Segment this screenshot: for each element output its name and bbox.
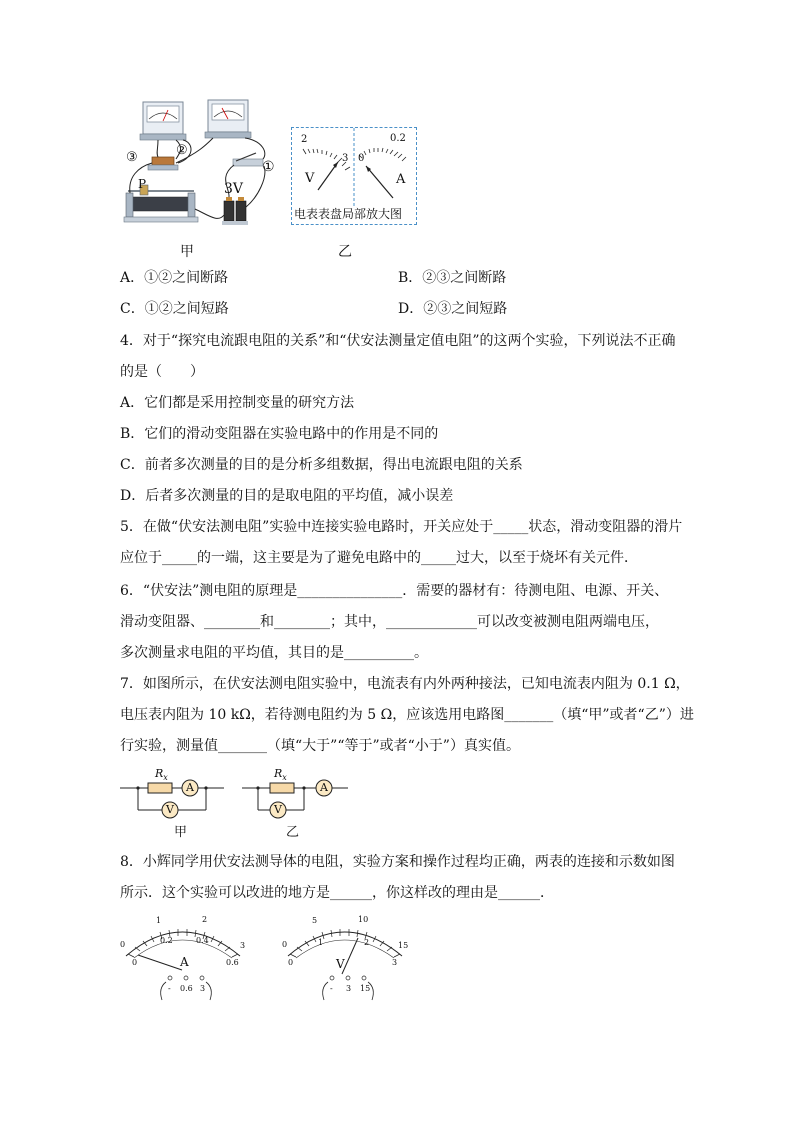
- voltmeter-terminal-minus: -: [330, 984, 333, 993]
- v-tick-3: 3: [342, 153, 349, 164]
- ammeter-letter: A: [180, 955, 189, 969]
- q7-circuit-jia: [118, 764, 228, 840]
- ammeter-inner-tick-0: 0: [132, 958, 138, 967]
- q7-line2: 电压表内阻为 10 kΩ，若待测电阻约为 5 Ω，应该选用电路图_______（填“甲”或者“乙”）进: [120, 707, 694, 723]
- v-tick-2: 2: [301, 134, 308, 145]
- point-label-3: ③: [126, 150, 138, 165]
- ammeter-outer-tick-2: 2: [202, 915, 208, 924]
- zoom-caption: 电表表盘局部放大图: [294, 207, 403, 221]
- ammeter-outer-tick-3: 3: [240, 941, 246, 950]
- circuit-figure-jia: [118, 97, 283, 237]
- voltmeter-outer-tick-15: 15: [398, 941, 409, 950]
- figure-caption-jia: 甲: [180, 244, 194, 260]
- a-tick-0: 0: [358, 153, 365, 164]
- a-tick-0.2: 0.2: [390, 133, 406, 144]
- q3-option-b: B．②③之间断路: [398, 270, 507, 286]
- q7-line1: 7．如图所示，在伏安法测电阻实验中，电流表有内外两种接法，已知电流表内阻为 0.1 Ω，: [120, 676, 690, 692]
- q8-line1: 8．小辉同学用伏安法测导体的电阻，实验方案和操作过程均正确，两表的连接和示数如图: [120, 854, 675, 870]
- q8-line2: 所示．这个实验可以改进的地方是______，你这样改的理由是______．: [120, 885, 554, 901]
- voltage-label: 3V: [224, 181, 244, 197]
- q7-caption-jia: 甲: [174, 825, 188, 840]
- v-letter: V: [305, 171, 315, 186]
- q7-jia-a-letter: A: [186, 781, 194, 794]
- q7-jia-v-letter: V: [166, 803, 174, 816]
- slider-label: P: [138, 177, 147, 191]
- voltmeter-terminal-3: 3: [346, 984, 352, 993]
- q4-option-c: C．前者多次测量的目的是分析多组数据，得出电流跟电阻的关系: [120, 457, 523, 473]
- q5-line1: 5．在做“伏安法测电阻”实验中连接实验电路时，开关应处于_____状态，滑动变阻器的滑片: [120, 519, 683, 535]
- q4-stem-line1: 4．对于“探究电流跟电阻的关系”和“伏安法测量定值电阻”的这两个实验，下列说法不正确: [120, 333, 676, 349]
- voltmeter-outer-tick-0: 0: [282, 940, 288, 949]
- voltmeter-terminal-15: 15: [360, 984, 371, 993]
- ammeter-inner-tick-0.6: 0.6: [226, 958, 239, 967]
- ammeter-terminal-3: 3: [200, 984, 206, 993]
- a-letter: A: [396, 172, 406, 187]
- q3-option-c: C．①②之间短路: [120, 301, 229, 317]
- ammeter-inner-tick-0.4: 0.4: [196, 936, 209, 945]
- q6-line3: 多次测量求电阻的平均值，其目的是__________。: [120, 645, 428, 661]
- q4-stem-line2: 的是（ ）: [120, 364, 204, 380]
- voltmeter-inner-tick-2: 2: [364, 938, 370, 947]
- ammeter-terminal-minus: -: [168, 984, 171, 993]
- q7-caption-yi: 乙: [286, 825, 300, 840]
- q3-option-a: A．①②之间断路: [120, 270, 229, 286]
- ammeter-outer-tick-0: 0: [120, 940, 126, 949]
- voltmeter-inner-tick-0: 0: [288, 958, 294, 967]
- ammeter-inner-tick-0.2: 0.2: [160, 936, 173, 945]
- voltmeter-outer-tick-5: 5: [312, 916, 318, 925]
- q5-line2: 应位于_____的一端，这主要是为了避免电路中的_____过大，以至于烧坏有关元件．: [120, 550, 638, 566]
- ammeter-terminal-0.6: 0.6: [180, 984, 193, 993]
- q8-ammeter: [118, 912, 248, 1004]
- figure-caption-yi: 乙: [338, 244, 352, 260]
- q4-option-a: A．它们都是采用控制变量的研究方法: [120, 395, 355, 411]
- voltmeter-inner-tick-1: 1: [318, 938, 324, 947]
- q4-option-b: B．它们的滑动变阻器在实验电路中的作用是不同的: [120, 426, 439, 442]
- point-label-1: ①: [262, 159, 275, 175]
- voltmeter-letter: V: [336, 957, 345, 971]
- q7-yi-v-letter: V: [274, 803, 282, 816]
- q3-option-d: D．②③之间短路: [398, 301, 508, 317]
- q6-line1: 6．“伏安法”测电阻的原理是_______________．需要的器材有：待测电阻、电源、开关、: [120, 583, 669, 599]
- q4-option-d: D．后者多次测量的目的是取电阻的平均值，减小误差: [120, 488, 454, 504]
- q7-circuit-yi: [240, 764, 352, 840]
- q7-line3: 行实验，测量值_______（填“大于”“等于”或者“小于”）真实值。: [120, 738, 520, 754]
- q7-jia-r-label: $R_x$: [155, 767, 168, 783]
- q7-yi-a-letter: A: [320, 781, 328, 794]
- ammeter-outer-tick-1: 1: [156, 916, 162, 925]
- q7-yi-r-label: $R_x$: [274, 767, 287, 783]
- meter-zoom-figure: [291, 127, 417, 225]
- voltmeter-inner-tick-3: 3: [392, 958, 398, 967]
- point-label-2: ②: [176, 143, 188, 158]
- voltmeter-outer-tick-10: 10: [358, 915, 369, 924]
- q8-voltmeter: [280, 912, 410, 1004]
- q6-line2: 滑动变阻器、________和________；其中，_____________可以改变被测电阻两端电压，: [120, 614, 659, 630]
